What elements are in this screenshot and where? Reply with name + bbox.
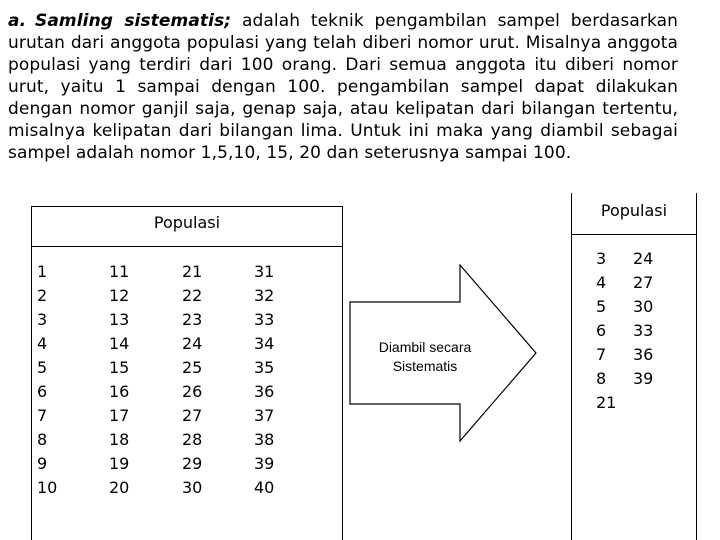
- population-number: 2: [37, 286, 48, 305]
- sample-number: 3: [596, 249, 607, 268]
- sample-number: 39: [633, 369, 654, 388]
- population-number: 8: [37, 430, 48, 449]
- sample-number: 33: [633, 321, 654, 340]
- sample-number: 5: [596, 297, 607, 316]
- population-number: 36: [254, 382, 275, 401]
- population-number: 13: [109, 310, 130, 329]
- arrow-label-line-2: Sistematis: [392, 358, 458, 374]
- population-box: [31, 206, 343, 540]
- population-column-2: [109, 260, 129, 500]
- sample-number: 30: [633, 297, 654, 316]
- arrow-label-line-1: Diambil secara: [378, 339, 472, 355]
- population-number: 37: [254, 406, 275, 425]
- sample-column-1: [596, 247, 616, 415]
- population-number: 19: [109, 454, 130, 473]
- sample-title: Populasi: [600, 201, 668, 220]
- population-number: 20: [109, 478, 130, 497]
- population-column-4: [254, 260, 274, 500]
- sample-number: 8: [596, 369, 607, 388]
- population-number: 3: [37, 310, 48, 329]
- population-column-3: [182, 260, 202, 500]
- population-number: 9: [37, 454, 48, 473]
- population-number: 14: [109, 334, 130, 353]
- population-column-1: [37, 260, 57, 500]
- sample-number: 24: [633, 249, 654, 268]
- population-number: 30: [182, 478, 203, 497]
- population-number: 25: [182, 358, 203, 377]
- term-heading: Samling sistematis;: [35, 11, 232, 31]
- population-number: 1: [37, 262, 48, 281]
- sample-number: 36: [633, 345, 654, 364]
- population-number: 28: [182, 430, 203, 449]
- sample-title-divider: [572, 234, 696, 235]
- sample-number: 21: [596, 393, 617, 412]
- population-number: 4: [37, 334, 48, 353]
- population-number: 18: [109, 430, 130, 449]
- population-number: 23: [182, 310, 203, 329]
- population-number: 16: [109, 382, 130, 401]
- population-number: 12: [109, 286, 130, 305]
- population-number: 10: [37, 478, 58, 497]
- population-number: 27: [182, 406, 203, 425]
- population-number: 21: [182, 262, 203, 281]
- sample-column-2: [633, 247, 653, 391]
- population-number: 5: [37, 358, 48, 377]
- population-number: 35: [254, 358, 275, 377]
- sample-number: 7: [596, 345, 607, 364]
- population-number: 15: [109, 358, 130, 377]
- population-number: 26: [182, 382, 203, 401]
- population-number: 6: [37, 382, 48, 401]
- population-number: 31: [254, 262, 275, 281]
- population-number: 40: [254, 478, 275, 497]
- population-number: 38: [254, 430, 275, 449]
- population-number: 39: [254, 454, 275, 473]
- population-number: 24: [182, 334, 203, 353]
- population-number: 17: [109, 406, 130, 425]
- population-number: 7: [37, 406, 48, 425]
- definition-paragraph: [8, 10, 678, 164]
- population-number: 11: [109, 262, 130, 281]
- sample-box: [571, 193, 697, 540]
- population-number: 22: [182, 286, 203, 305]
- population-title: Populasi: [153, 213, 221, 232]
- population-number: 34: [254, 334, 275, 353]
- population-number: 32: [254, 286, 275, 305]
- arrow-label: [360, 338, 490, 376]
- item-label: a.: [8, 11, 27, 31]
- population-number: 33: [254, 310, 275, 329]
- sample-number: 4: [596, 273, 607, 292]
- sample-number: 6: [596, 321, 607, 340]
- population-number: 29: [182, 454, 203, 473]
- sample-number: 27: [633, 273, 654, 292]
- population-title-divider: [32, 246, 342, 247]
- definition-text: adalah teknik pengambilan sampel berdasarkan urutan dari anggota populasi yang telah diberi nomor urut. Misalnya anggota populasi yang terdiri dari 100 orang. Dari semua anggota itu diberi nomor urut, yaitu 1 sampai dengan 100. pengambilan sampel dapat dilakukan dengan nomor ganjil saja, genap saja, atau kelipatan dari bilangan tertentu, misalnya kelipatan dari bilangan lima. Untuk ini maka yang diambil sebagai sampel adalah nomor 1,5,10, 15, 20 dan seterusnya sampai 100.: [8, 11, 678, 163]
